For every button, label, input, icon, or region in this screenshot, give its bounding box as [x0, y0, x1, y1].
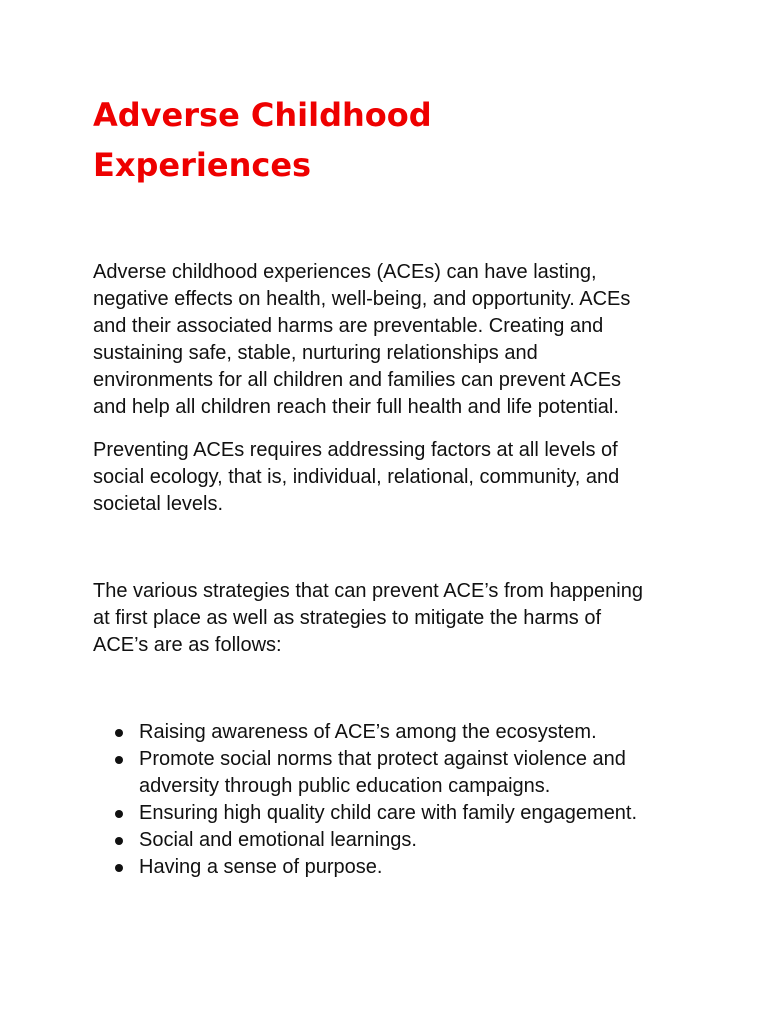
list-item	[93, 719, 713, 746]
paragraph-line: at first place as well as strategies to mitigate the harms of	[93, 607, 601, 629]
paragraph-strategies	[93, 578, 693, 659]
strategy-list	[93, 719, 713, 881]
title-line-1: Adverse Childhood	[93, 96, 432, 134]
bullet-icon	[115, 756, 123, 764]
list-item	[93, 827, 713, 854]
bullet-icon	[115, 837, 123, 845]
paragraph-line: societal levels.	[93, 493, 224, 515]
paragraph-line: sustaining safe, stable, nurturing relationships and	[93, 342, 538, 364]
list-item-text: Having a sense of purpose.	[139, 856, 383, 878]
list-item-text: Raising awareness of ACE’s among the ecosystem.	[139, 721, 597, 743]
bullet-icon	[115, 810, 123, 818]
list-item	[93, 800, 713, 827]
list-item-text: adversity through public education campaigns.	[139, 775, 551, 797]
list-item-text: Social and emotional learnings.	[139, 829, 417, 851]
paragraph-line: negative effects on health, well-being, and opportunity. ACEs	[93, 288, 631, 310]
paragraph-line: and their associated harms are preventable. Creating and	[93, 315, 604, 337]
paragraph-line: Preventing ACEs requires addressing factors at all levels of	[93, 439, 618, 461]
paragraph-line: and help all children reach their full health and life potential.	[93, 396, 619, 418]
paragraph-intro	[93, 259, 693, 421]
bullet-icon	[115, 864, 123, 872]
list-item	[93, 854, 713, 881]
list-item-text: Ensuring high quality child care with family engagement.	[139, 802, 638, 824]
paragraph-prevention	[93, 437, 693, 518]
document-title	[93, 90, 693, 190]
paragraph-line: Adverse childhood experiences (ACEs) can have lasting,	[93, 261, 597, 283]
paragraph-line: The various strategies that can prevent ACE’s from happening	[93, 580, 643, 602]
paragraph-line: social ecology, that is, individual, relational, community, and	[93, 466, 620, 488]
bullet-icon	[115, 729, 123, 737]
title-line-2: Experiences	[93, 146, 312, 184]
paragraph-line: ACE’s are as follows:	[93, 634, 282, 656]
list-item	[93, 746, 713, 800]
paragraph-line: environments for all children and families can prevent ACEs	[93, 369, 622, 391]
list-item-text: Promote social norms that protect against violence and	[139, 748, 626, 770]
